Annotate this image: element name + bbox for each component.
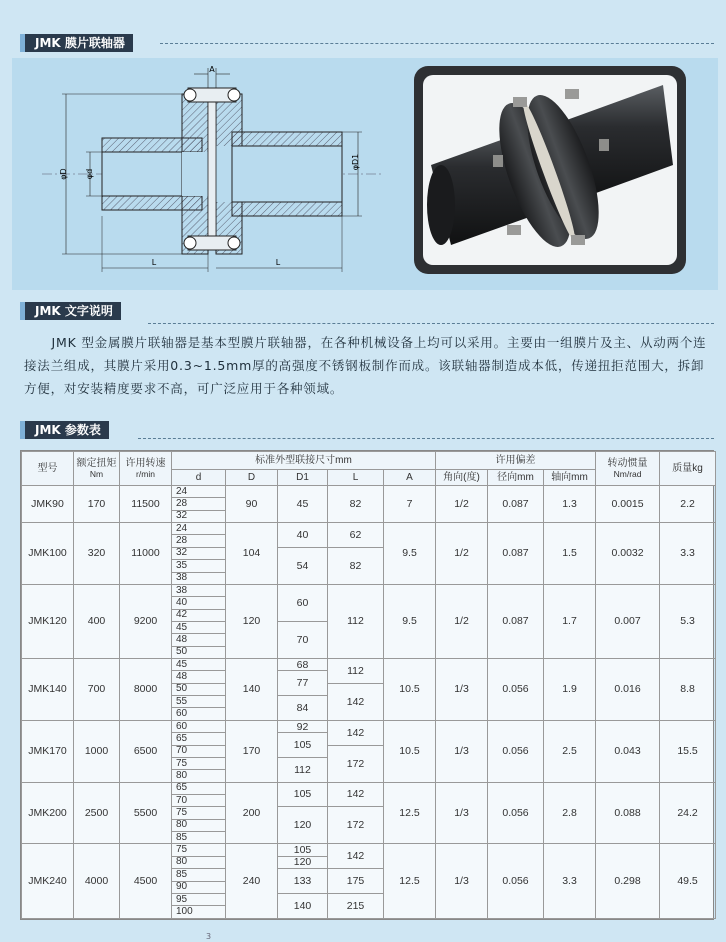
- cell-angle: 1/2: [436, 486, 488, 523]
- header-axial: 轴向mm: [544, 470, 596, 486]
- cell-d: 48: [172, 634, 226, 646]
- cell-mass: 8.8: [660, 659, 716, 721]
- cell-D1: 133: [278, 869, 328, 894]
- cell-inertia: 0.088: [596, 782, 660, 844]
- header-inertia: 转动惯量 Nm/rad: [596, 452, 660, 486]
- cell-D: 170: [226, 720, 278, 782]
- cell-d: 65: [172, 733, 226, 745]
- section-divider: [160, 43, 714, 44]
- cell-d: 75: [172, 807, 226, 819]
- dim-l-right-label: L: [275, 258, 281, 267]
- cell-model: JMK100: [22, 523, 74, 585]
- cell-D1: 40: [278, 523, 328, 548]
- cell-angle: 1/3: [436, 844, 488, 919]
- cell-d: 28: [172, 535, 226, 547]
- cell-axial: 2.8: [544, 782, 596, 844]
- table-row: [22, 844, 716, 856]
- cell-d: 38: [172, 584, 226, 596]
- cell-d: 48: [172, 671, 226, 683]
- cell-model: JMK120: [22, 584, 74, 658]
- cell-D1: 70: [278, 621, 328, 658]
- cell-d: 35: [172, 560, 226, 572]
- params-table-wrap: [20, 450, 714, 920]
- cell-d: 55: [172, 696, 226, 708]
- cell-D1: 92: [278, 720, 328, 732]
- cell-d: 40: [172, 597, 226, 609]
- cell-radial: 0.056: [488, 720, 544, 782]
- cell-mass: 5.3: [660, 584, 716, 658]
- table-row: [22, 659, 716, 671]
- cell-inertia: 0.007: [596, 584, 660, 658]
- dim-phid-big-label: φD: [59, 168, 68, 180]
- header-d-small: d: [172, 470, 226, 486]
- table-row: [22, 584, 716, 596]
- cell-axial: 3.3: [544, 844, 596, 919]
- cell-angle: 1/2: [436, 523, 488, 585]
- cell-d: 70: [172, 745, 226, 757]
- cell-d: 38: [172, 572, 226, 584]
- dim-phid1-label: φD1: [351, 153, 360, 171]
- cell-D1: 140: [278, 893, 328, 918]
- cell-d: 60: [172, 708, 226, 720]
- header-d-big: D: [226, 470, 278, 486]
- cell-d: 90: [172, 881, 226, 893]
- cell-D1: 68: [278, 659, 328, 671]
- cell-torque: 320: [74, 523, 120, 585]
- cell-A: 12.5: [384, 782, 436, 844]
- cell-axial: 1.3: [544, 486, 596, 523]
- cell-d: 80: [172, 819, 226, 831]
- cell-angle: 1/2: [436, 584, 488, 658]
- cell-d: 80: [172, 770, 226, 782]
- cell-d: 85: [172, 832, 226, 844]
- cell-L: 172: [328, 745, 384, 782]
- header-d1: D1: [278, 470, 328, 486]
- technical-drawing: [42, 66, 382, 276]
- table-row: [22, 720, 716, 732]
- cell-L: 142: [328, 683, 384, 720]
- cell-d: 42: [172, 609, 226, 621]
- cell-L: 175: [328, 869, 384, 894]
- cell-L: 142: [328, 844, 384, 869]
- cell-d: 24: [172, 523, 226, 535]
- cell-D1: 112: [278, 757, 328, 782]
- cell-speed: 11500: [120, 486, 172, 523]
- cell-speed: 9200: [120, 584, 172, 658]
- cell-D: 240: [226, 844, 278, 919]
- cell-inertia: 0.043: [596, 720, 660, 782]
- product-photo: [423, 75, 677, 265]
- header-speed: 许用转速 r/min: [120, 452, 172, 486]
- cell-d: 24: [172, 486, 226, 498]
- cell-D: 140: [226, 659, 278, 721]
- cell-L: 112: [328, 584, 384, 658]
- cell-D1: 105: [278, 782, 328, 807]
- cell-A: 7: [384, 486, 436, 523]
- cell-L: 62: [328, 523, 384, 548]
- cell-d: 50: [172, 683, 226, 695]
- cell-d: 70: [172, 794, 226, 806]
- cell-angle: 1/3: [436, 659, 488, 721]
- cell-axial: 2.5: [544, 720, 596, 782]
- cell-D1: 105: [278, 733, 328, 758]
- cell-A: 10.5: [384, 720, 436, 782]
- cell-radial: 0.087: [488, 523, 544, 585]
- cell-d: 45: [172, 659, 226, 671]
- dim-a-label: A: [209, 66, 215, 74]
- cell-D1: 105: [278, 844, 328, 856]
- page-number: 3: [206, 932, 212, 941]
- product-photo-frame: [414, 66, 686, 274]
- cell-inertia: 0.0032: [596, 523, 660, 585]
- cell-torque: 1000: [74, 720, 120, 782]
- cell-model: JMK170: [22, 720, 74, 782]
- cell-D1: 45: [278, 486, 328, 523]
- cell-speed: 6500: [120, 720, 172, 782]
- section-divider: [138, 438, 714, 439]
- cell-D: 104: [226, 523, 278, 585]
- cell-d: 32: [172, 547, 226, 559]
- cell-axial: 1.9: [544, 659, 596, 721]
- table-row: [22, 782, 716, 794]
- section-title-description: JMK 文字说明: [20, 302, 121, 320]
- dim-phid-small-label: φd: [85, 168, 94, 180]
- cell-D1: 77: [278, 671, 328, 696]
- cell-speed: 11000: [120, 523, 172, 585]
- cell-inertia: 0.298: [596, 844, 660, 919]
- header-torque: 额定扭矩 Nm: [74, 452, 120, 486]
- cell-d: 65: [172, 782, 226, 794]
- cell-D1: 54: [278, 547, 328, 584]
- header-deviation: 许用偏差: [436, 452, 596, 470]
- cell-model: JMK200: [22, 782, 74, 844]
- cell-inertia: 0.016: [596, 659, 660, 721]
- cell-inertia: 0.0015: [596, 486, 660, 523]
- section-title-product: JMK 膜片联轴器: [20, 34, 133, 52]
- cell-mass: 49.5: [660, 844, 716, 919]
- cell-radial: 0.056: [488, 659, 544, 721]
- cell-model: JMK140: [22, 659, 74, 721]
- cell-model: JMK240: [22, 844, 74, 919]
- cell-A: 9.5: [384, 523, 436, 585]
- cell-d: 32: [172, 510, 226, 522]
- cell-D1: 84: [278, 696, 328, 721]
- cell-d: 100: [172, 906, 226, 919]
- cell-speed: 8000: [120, 659, 172, 721]
- cell-D: 200: [226, 782, 278, 844]
- header-a: A: [384, 470, 436, 486]
- cell-L: 82: [328, 486, 384, 523]
- cell-speed: 4500: [120, 844, 172, 919]
- cell-L: 142: [328, 720, 384, 745]
- cell-axial: 1.7: [544, 584, 596, 658]
- cell-mass: 3.3: [660, 523, 716, 585]
- cell-torque: 400: [74, 584, 120, 658]
- description-text: JMK 型金属膜片联轴器是基本型膜片联轴器，在各种机械设备上均可以采用。主要由一组膜片及主、从动两个连接法兰组成，其膜片采用0.3~1.5mm厚的高强度不锈钢板制作而成。该联轴器制造成本低，传递扭拒范围大，拆卸方便，对安装精度要求不高，可广泛应用于各种领域。: [24, 335, 707, 396]
- cell-radial: 0.056: [488, 782, 544, 844]
- params-table: [21, 451, 716, 919]
- cell-torque: 170: [74, 486, 120, 523]
- cell-radial: 0.056: [488, 844, 544, 919]
- cell-radial: 0.087: [488, 584, 544, 658]
- cell-A: 10.5: [384, 659, 436, 721]
- cell-angle: 1/3: [436, 720, 488, 782]
- cell-D: 90: [226, 486, 278, 523]
- cell-mass: 2.2: [660, 486, 716, 523]
- cell-d: 45: [172, 621, 226, 633]
- cell-D: 120: [226, 584, 278, 658]
- cell-L: 112: [328, 659, 384, 684]
- cell-mass: 15.5: [660, 720, 716, 782]
- table-row: [22, 523, 716, 535]
- header-dims: 标准外型联接尺寸mm: [172, 452, 436, 470]
- section-divider: [148, 323, 714, 324]
- cell-radial: 0.087: [488, 486, 544, 523]
- cell-axial: 1.5: [544, 523, 596, 585]
- cell-L: 142: [328, 782, 384, 807]
- header-l: L: [328, 470, 384, 486]
- cell-torque: 4000: [74, 844, 120, 919]
- cell-d: 60: [172, 720, 226, 732]
- section-title-params: JMK 参数表: [20, 421, 109, 439]
- cell-L: 82: [328, 547, 384, 584]
- cell-d: 75: [172, 844, 226, 856]
- cell-speed: 5500: [120, 782, 172, 844]
- cell-d: 75: [172, 757, 226, 769]
- header-mass: 质量kg: [660, 452, 716, 486]
- header-model: 型号: [22, 452, 74, 486]
- dim-l-left-label: L: [151, 258, 157, 267]
- cell-A: 9.5: [384, 584, 436, 658]
- cell-d: 80: [172, 856, 226, 868]
- header-angle: 角向(度): [436, 470, 488, 486]
- cell-d: 95: [172, 893, 226, 905]
- cell-d: 28: [172, 498, 226, 510]
- cell-mass: 24.2: [660, 782, 716, 844]
- cell-torque: 2500: [74, 782, 120, 844]
- cell-L: 172: [328, 807, 384, 844]
- header-radial: 径向mm: [488, 470, 544, 486]
- cell-D1: 60: [278, 584, 328, 621]
- table-row: [22, 486, 716, 498]
- cell-d: 50: [172, 646, 226, 658]
- cell-d: 85: [172, 869, 226, 881]
- cell-D1: 120: [278, 856, 328, 868]
- cell-A: 12.5: [384, 844, 436, 919]
- cell-D1: 120: [278, 807, 328, 844]
- cell-L: 215: [328, 893, 384, 918]
- cell-model: JMK90: [22, 486, 74, 523]
- cell-angle: 1/3: [436, 782, 488, 844]
- cell-torque: 700: [74, 659, 120, 721]
